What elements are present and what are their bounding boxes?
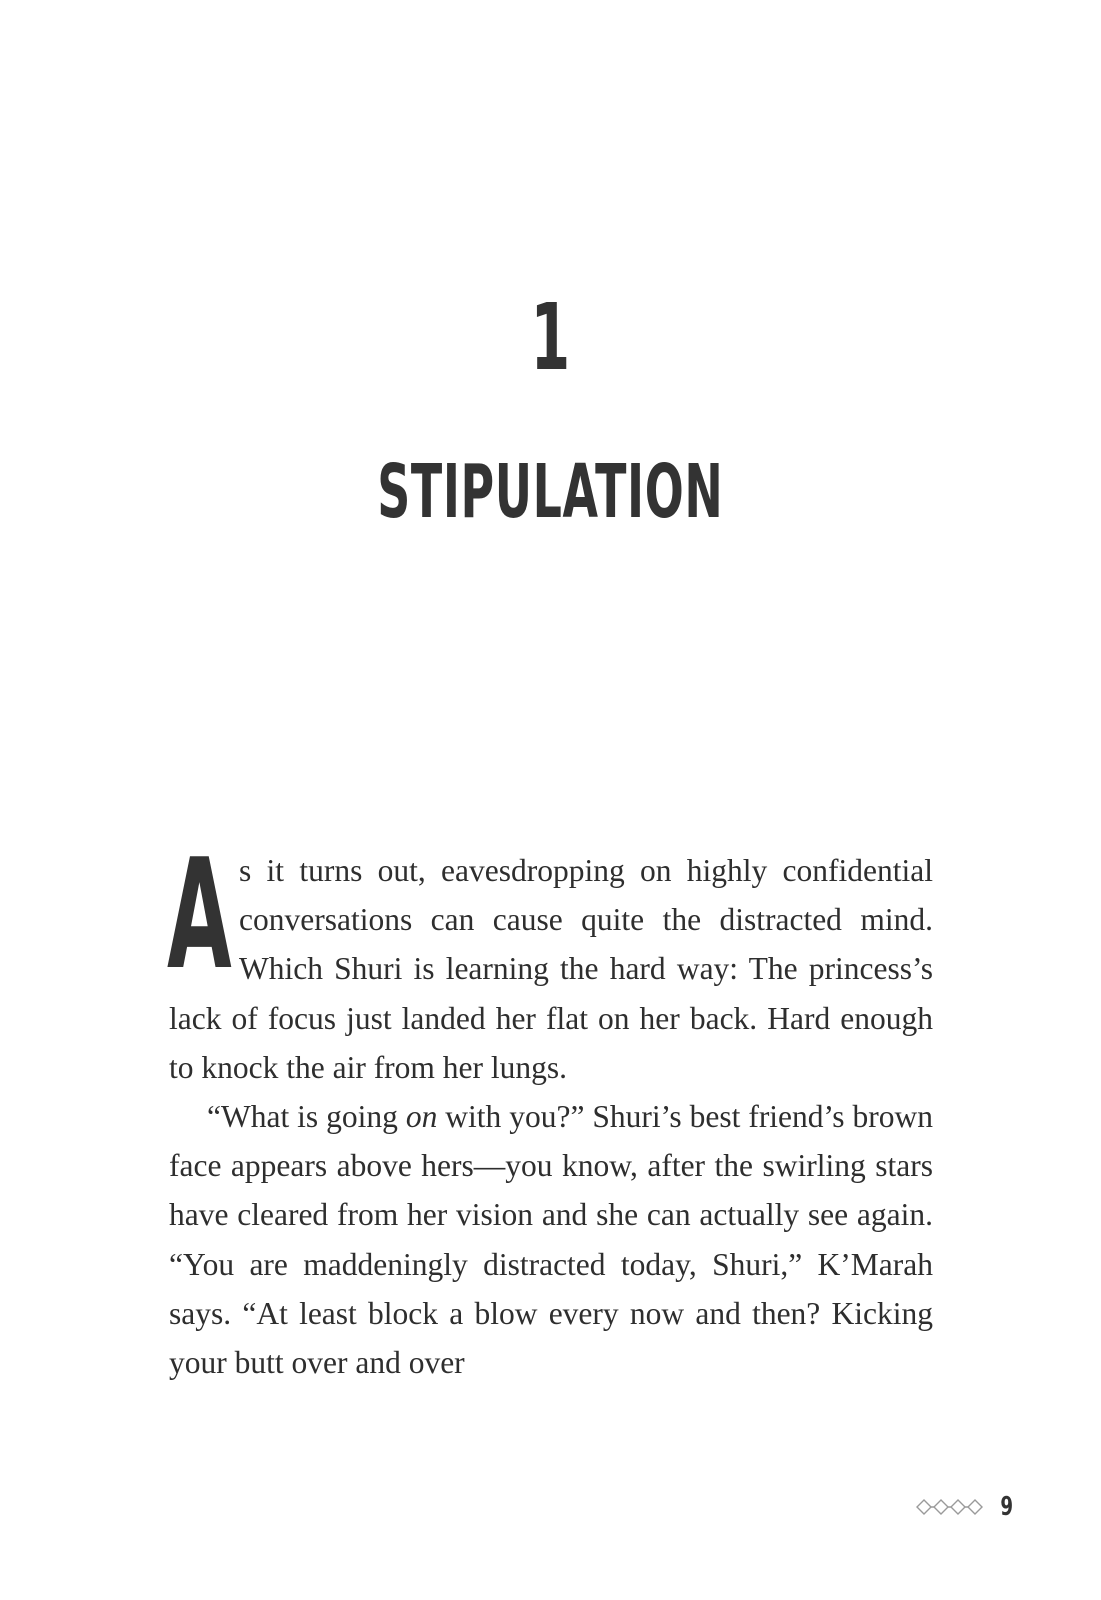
page-footer	[915, 1492, 1013, 1522]
paragraph-opening	[167, 826, 933, 1092]
paragraph-text-start: “What is going	[207, 1099, 406, 1135]
drop-cap: A	[167, 826, 232, 1003]
diamond-chain-icon	[915, 1499, 987, 1515]
page-number: 9	[1000, 1492, 1013, 1522]
emphasis-text: on	[405, 1099, 438, 1135]
paragraph-text: s it turns out, eavesdropping on highly confidential conversations can cause quite the distracted mind. Which Shuri is learning the hard way: The princess’s lack of focus just landed her flat on her back. Hard enough to knock the air from her lungs.	[169, 853, 933, 1085]
paragraph-text-end: with you?” Shuri’s best friend’s brown face appears above hers—you know, after the swirling stars have cleared from her vision and she can actually see again. “You are maddeningly distracted today, Shuri,” K’Marah says. “At least block a blow every now and then? Kicking your butt over and over	[169, 1099, 933, 1381]
chapter-title: STIPULATION	[377, 449, 724, 535]
drop-cap-box	[167, 826, 232, 1003]
chapter-number: 1	[530, 284, 571, 391]
paragraph-dialogue	[169, 1092, 933, 1387]
chapter-body	[167, 826, 933, 1387]
